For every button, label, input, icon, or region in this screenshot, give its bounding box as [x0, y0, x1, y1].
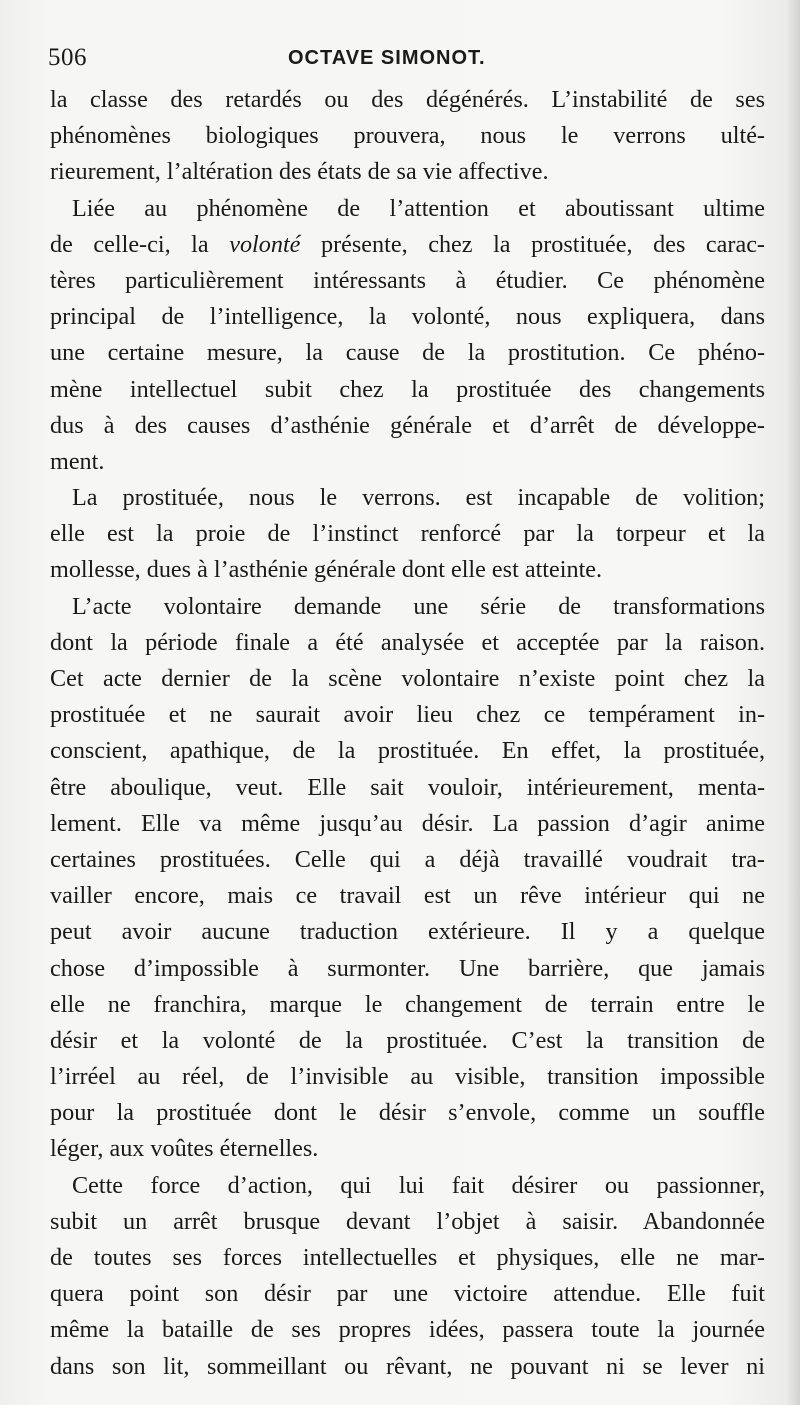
text-line: la classe des retardés ou des dégénérés. L’instabilité de ses — [50, 86, 765, 113]
text-line: ment. — [50, 447, 105, 475]
text-line: Liée au phénomène de l’attention et aboutissant ultime — [72, 194, 765, 222]
page-edge-shadow — [786, 0, 800, 1405]
text-line: Cet acte dernier de la scène volontaire n’existe point chez la — [50, 665, 765, 692]
text-line: chose d’impossible à surmonter. Une barrière, que jamais — [50, 954, 765, 982]
text-line: subit un arrêt brusque devant l’objet à saisir. Abandonnée — [50, 1207, 765, 1235]
text-line: une certaine mesure, la cause de la prostitution. Ce phéno- — [50, 339, 765, 367]
text-line: phénomènes biologiques prouvera, nous le verrons ulté- — [50, 122, 765, 150]
text-line: mène intellectuel subit chez la prostituée des changements — [50, 375, 765, 403]
text-line: de toutes ses forces intellectuelles et physiques, elle ne mar- — [50, 1244, 765, 1271]
page-number: 506 — [48, 44, 87, 71]
text-line: prostituée et ne saurait avoir lieu chez ce tempérament in- — [50, 701, 765, 729]
text-line: lement. Elle va même jusqu’au désir. La passion d’agir anime — [50, 809, 765, 837]
text-line: être aboulique, veut. Elle sait vouloir, intérieurement, menta- — [50, 773, 765, 801]
text-line: tères particulièrement intéressants à étudier. Ce phénomène — [50, 266, 765, 294]
text-line: rieurement, l’altération des états de sa vie affective. — [50, 158, 549, 186]
text-line: léger, aux voûtes éternelles. — [50, 1135, 319, 1163]
text-line: mollesse, dues à l’asthénie générale dont elle est atteinte. — [50, 556, 603, 584]
text-line: dans son lit, sommeillant ou rêvant, ne pouvant ni se lever ni — [50, 1352, 765, 1380]
text-line: L’acte volontaire demande une série de transformations — [72, 592, 765, 620]
text-line: pour la prostituée dont le désir s’envole, comme un souffle — [50, 1099, 765, 1127]
text-line: quera point son désir par une victoire attendue. Elle fuit — [50, 1280, 765, 1308]
text-line: elle ne franchira, marque le changement de terrain entre le — [50, 990, 765, 1018]
text-line: dont la période finale a été analysée et acceptée par la raison. — [50, 628, 765, 656]
body-text — [50, 82, 765, 1385]
text-line: principal de l’intelligence, la volonté, nous expliquera, dans — [50, 303, 765, 331]
text-line: conscient, apathique, de la prostituée. En effet, la prostituée, — [50, 737, 765, 765]
text-line: La prostituée, nous le verrons. est incapable de volition; — [72, 484, 765, 512]
page-header — [48, 44, 768, 76]
text-line: certaines prostituées. Celle qui a déjà travaillé voudrait tra- — [50, 845, 765, 873]
text-line: désir et la volonté de la prostituée. C’est la transition de — [50, 1026, 765, 1054]
text-line: dus à des causes d’asthénie générale et d’arrêt de développe- — [50, 411, 765, 439]
text-line: même la bataille de ses propres idées, passera toute la journée — [50, 1316, 765, 1344]
running-head: OCTAVE SIMONOT. — [288, 47, 486, 69]
text-line: de celle-ci, la volonté présente, chez la prostituée, des carac- — [50, 230, 765, 258]
text-line: Cette force d’action, qui lui fait désirer ou passionner, — [72, 1171, 765, 1199]
text-line: l’irréel au réel, de l’invisible au visible, transition impossible — [50, 1063, 765, 1091]
text-line: vailler encore, mais ce travail est un rêve intérieur qui ne — [50, 882, 765, 910]
text-line: peut avoir aucune traduction extérieure. Il y a quelque — [50, 918, 765, 946]
text-line: elle est la proie de l’instinct renforcé par la torpeur et la — [50, 520, 765, 548]
